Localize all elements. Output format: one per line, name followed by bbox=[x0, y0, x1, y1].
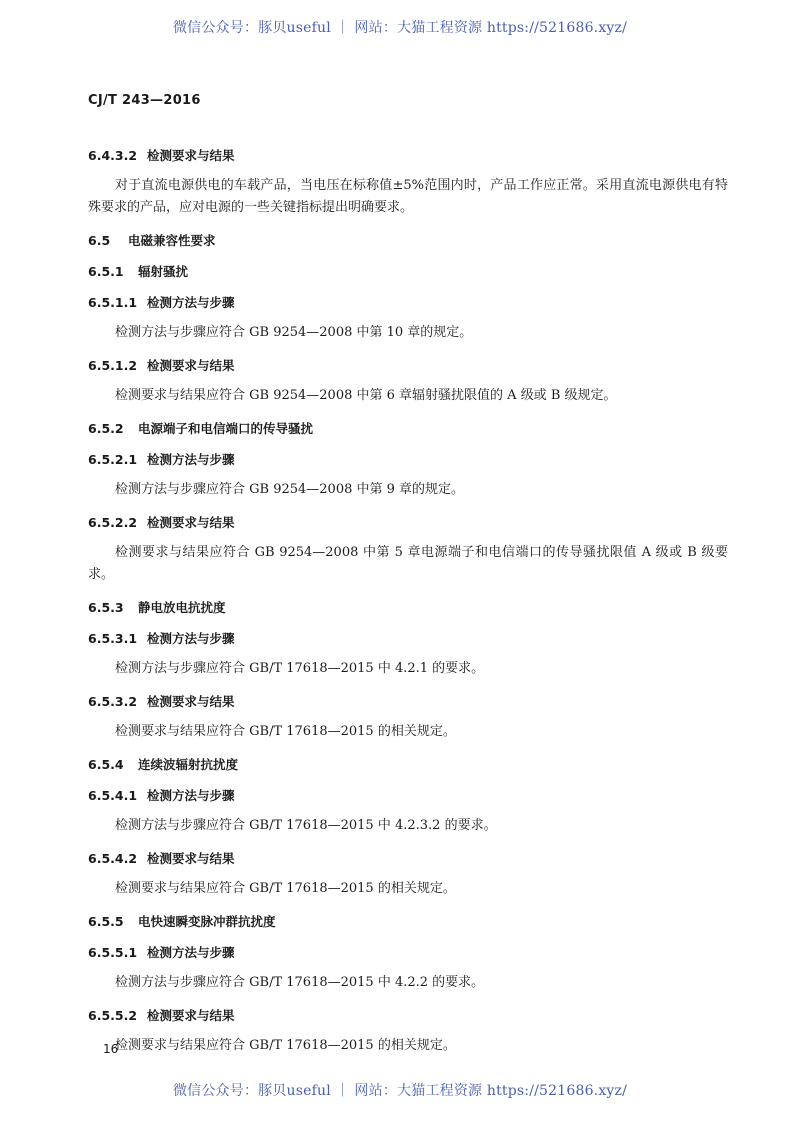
clause-number: 6.5.1.1 bbox=[88, 295, 138, 310]
clause-number: 6.4.3.2 bbox=[88, 148, 138, 163]
clause-title: 检测要求与结果 bbox=[147, 1008, 235, 1023]
clause-title: 检测方法与步骤 bbox=[147, 631, 235, 646]
clause-title: 检测要求与结果 bbox=[147, 694, 235, 709]
paragraph: 检测方法与步骤应符合 GB 9254—2008 中第 10 章的规定。 bbox=[115, 325, 473, 340]
watermark-top: 微信公众号：豚贝useful ｜ 网站：大猫工程资源 https://521686.xyz/ bbox=[172, 20, 628, 36]
paragraph: 检测要求与结果应符合 GB 9254—2008 中第 6 章辐射骚扰限值的 A 级或 B 级规定。 bbox=[115, 388, 617, 403]
paragraph: 检测要求与结果应符合 GB/T 17618—2015 的相关规定。 bbox=[115, 1038, 456, 1053]
clause-title: 电源端子和电信端口的传导骚扰 bbox=[138, 421, 314, 436]
clause-title: 辐射骚扰 bbox=[138, 264, 189, 279]
clause-number: 6.5.4 bbox=[88, 757, 124, 772]
clause-title: 检测方法与步骤 bbox=[147, 945, 235, 960]
paragraph: 检测方法与步骤应符合 GB/T 17618—2015 中 4.2.3.2 的要求。 bbox=[115, 818, 497, 833]
clause-number: 6.5 bbox=[88, 233, 111, 248]
clause-title: 检测方法与步骤 bbox=[147, 452, 235, 467]
clause-number: 6.5.4.2 bbox=[88, 851, 138, 866]
heading-6-5-2-1 bbox=[88, 444, 728, 475]
heading-6-5 bbox=[88, 225, 728, 256]
page-number: 16 bbox=[103, 1042, 119, 1056]
heading-6-5-1-1 bbox=[88, 287, 728, 318]
clause-title: 检测要求与结果 bbox=[147, 515, 235, 530]
clause-title: 静电放电抗扰度 bbox=[138, 600, 226, 615]
watermark-bottom: 微信公众号：豚贝useful ｜ 网站：大猫工程资源 https://521686.xyz/ bbox=[172, 1083, 628, 1099]
clause-number: 6.5.3.2 bbox=[88, 694, 138, 709]
heading-6-5-2 bbox=[88, 413, 728, 444]
clause-number: 6.5.2 bbox=[88, 421, 124, 436]
clause-number: 6.5.2.1 bbox=[88, 452, 138, 467]
clause-number: 6.5.1.2 bbox=[88, 358, 138, 373]
clause-title: 连续波辐射抗扰度 bbox=[138, 757, 239, 772]
paragraph: 检测方法与步骤应符合 GB/T 17618—2015 中 4.2.1 的要求。 bbox=[115, 661, 485, 676]
heading-6-5-3-1 bbox=[88, 623, 728, 654]
heading-6-5-1 bbox=[88, 256, 728, 287]
clause-number: 6.5.4.1 bbox=[88, 788, 138, 803]
heading-6-5-5-2 bbox=[88, 1000, 728, 1031]
clause-number: 6.5.5.2 bbox=[88, 1008, 138, 1023]
heading-6-5-4-2 bbox=[88, 843, 728, 874]
heading-6-5-1-2 bbox=[88, 350, 728, 381]
clause-title: 检测方法与步骤 bbox=[147, 295, 235, 310]
clause-number: 6.5.5.1 bbox=[88, 945, 138, 960]
paragraph: 检测要求与结果应符合 GB 9254—2008 中第 5 章电源端子和电信端口的传导骚扰限值 A 级或 B 级要求。 bbox=[88, 545, 728, 582]
heading-6-4-3-2 bbox=[88, 140, 728, 171]
clause-title: 电磁兼容性要求 bbox=[128, 233, 216, 248]
clause-number: 6.5.5 bbox=[88, 914, 124, 929]
clause-number: 6.5.3 bbox=[88, 600, 124, 615]
heading-6-5-2-2 bbox=[88, 507, 728, 538]
paragraph: 检测方法与步骤应符合 GB 9254—2008 中第 9 章的规定。 bbox=[115, 482, 465, 497]
clause-title: 检测要求与结果 bbox=[147, 358, 235, 373]
heading-6-5-3 bbox=[88, 592, 728, 623]
clause-number: 6.5.3.1 bbox=[88, 631, 138, 646]
paragraph: 检测要求与结果应符合 GB/T 17618—2015 的相关规定。 bbox=[115, 724, 456, 739]
clause-number: 6.5.2.2 bbox=[88, 515, 138, 530]
heading-6-5-4-1 bbox=[88, 780, 728, 811]
clause-number: 6.5.1 bbox=[88, 264, 124, 279]
clause-title: 检测要求与结果 bbox=[147, 148, 235, 163]
heading-6-5-5 bbox=[88, 906, 728, 937]
heading-6-5-3-2 bbox=[88, 686, 728, 717]
heading-6-5-4 bbox=[88, 749, 728, 780]
standard-code: CJ/T 243—2016 bbox=[88, 93, 201, 108]
heading-6-5-5-1 bbox=[88, 937, 728, 968]
clause-title: 检测方法与步骤 bbox=[147, 788, 235, 803]
paragraph: 检测方法与步骤应符合 GB/T 17618—2015 中 4.2.2 的要求。 bbox=[115, 975, 485, 990]
clause-title: 检测要求与结果 bbox=[147, 851, 235, 866]
clause-title: 电快速瞬变脉冲群抗扰度 bbox=[138, 914, 276, 929]
paragraph: 对于直流电源供电的车载产品，当电压在标称值±5%范围内时，产品工作应正常。采用直流电源供电有特殊要求的产品，应对电源的一些关键指标提出明确要求。 bbox=[88, 178, 728, 215]
paragraph: 检测要求与结果应符合 GB/T 17618—2015 的相关规定。 bbox=[115, 881, 456, 896]
document-body bbox=[88, 140, 728, 1063]
